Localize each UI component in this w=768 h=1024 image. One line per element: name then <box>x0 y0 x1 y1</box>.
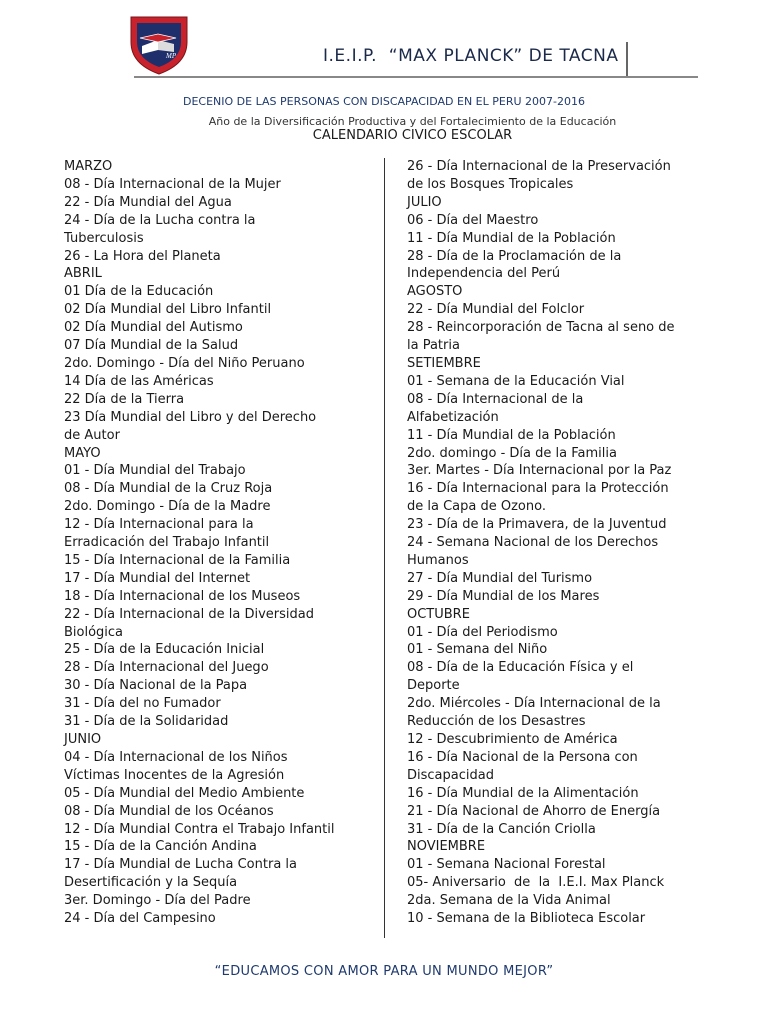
calendar-line: 15 - Día Internacional de la Familia <box>64 552 291 568</box>
calendar-line: 25 - Día de la Educación Inicial <box>64 642 265 658</box>
calendar-line: 01 - Semana del Niño <box>407 642 548 658</box>
title-horizontal-rule <box>134 76 698 78</box>
calendar-line: 16 - Día Nacional de la Persona con <box>407 749 638 765</box>
calendar-line: 08 - Día Internacional de la Mujer <box>64 176 281 192</box>
calendar-line: 22 - Día Mundial del Folclor <box>407 302 585 318</box>
calendar-line: de Autor <box>64 427 120 443</box>
calendar-column-right <box>407 158 707 928</box>
calendar-line: SETIEMBRE <box>407 355 481 371</box>
calendar-line: 10 - Semana de la Biblioteca Escolar <box>407 911 646 927</box>
calendar-line: de los Bosques Tropicales <box>407 176 574 192</box>
calendar-line: MARZO <box>64 159 113 174</box>
calendar-line: 31 - Día de la Canción Criolla <box>407 821 596 837</box>
calendar-line: 14 Día de las Américas <box>64 373 214 389</box>
calendar-line: 24 - Semana Nacional de los Derechos <box>407 535 659 551</box>
calendar-line: 02 Día Mundial del Libro Infantil <box>64 302 272 318</box>
calendar-line: de la Capa de Ozono. <box>407 499 546 515</box>
calendar-line: OCTUBRE <box>407 606 470 622</box>
calendar-line: 08 - Día Mundial de los Océanos <box>64 803 274 819</box>
calendar-line: 28 - Día de la Proclamación de la <box>407 248 622 264</box>
calendar-line: NOVIEMBRE <box>407 839 486 855</box>
calendar-line: 12 - Día Mundial Contra el Trabajo Infantil <box>64 821 335 837</box>
calendar-line: 05 - Día Mundial del Medio Ambiente <box>64 785 305 801</box>
calendar-line: 12 - Descubrimiento de América <box>407 732 618 747</box>
calendar-line: 24 - Día de la Lucha contra la <box>64 212 256 228</box>
calendar-line: 08 - Día Internacional de la <box>407 391 584 407</box>
calendar-line: 11 - Día Mundial de la Población <box>407 427 616 443</box>
calendar-line: 17 - Día Mundial de Lucha Contra la <box>64 857 297 873</box>
school-title: I.E.I.P. “MAX PLANCK” DE TACNA <box>323 46 619 66</box>
calendar-line: 31 - Día de la Solidaridad <box>64 714 229 730</box>
calendar-line: 01 - Semana de la Educación Vial <box>407 373 625 389</box>
calendar-line: JUNIO <box>64 732 102 747</box>
calendar-line: 23 Día Mundial del Libro y del Derecho <box>64 409 317 425</box>
calendar-line: 21 - Día Nacional de Ahorro de Energía <box>407 803 661 819</box>
calendar-line: 22 - Día Mundial del Agua <box>64 194 232 210</box>
calendar-line: 29 - Día Mundial de los Mares <box>407 588 600 604</box>
school-motto: “EDUCAMOS CON AMOR PARA UN MUNDO MEJOR” <box>214 964 554 979</box>
calendar-line: 08 - Día de la Educación Física y el <box>407 660 634 676</box>
school-crest-logo <box>128 14 190 76</box>
calendar-line: 28 - Día Internacional del Juego <box>64 660 269 676</box>
column-divider <box>384 158 385 938</box>
calendar-line: ABRIL <box>64 266 102 282</box>
calendar-column-left <box>64 158 369 928</box>
calendar-line: 01 - Semana Nacional Forestal <box>407 857 606 873</box>
calendar-line: 2da. Semana de la Vida Animal <box>407 893 611 909</box>
calendar-line: 07 Día Mundial de la Salud <box>64 338 239 354</box>
calendar-line: 16 - Día Internacional para la Protección <box>407 481 669 497</box>
calendar-line: 2do. Domingo - Día de la Madre <box>64 499 271 515</box>
crest-initials: MP <box>166 52 177 60</box>
calendar-line: Erradicación del Trabajo Infantil <box>64 535 270 551</box>
calendar-line: 18 - Día Internacional de los Museos <box>64 588 301 604</box>
calendar-line: 23 - Día de la Primavera, de la Juventud <box>407 517 667 533</box>
calendar-line: 17 - Día Mundial del Internet <box>64 570 251 586</box>
calendar-line: 26 - Día Internacional de la Preservación <box>407 159 671 174</box>
calendar-line: Independencia del Perú <box>407 266 561 282</box>
calendar-line: la Patria <box>407 338 460 354</box>
calendar-line: Desertificación y la Sequía <box>64 875 238 891</box>
calendar-line: AGOSTO <box>407 284 463 300</box>
calendar-line: 12 - Día Internacional para la <box>64 517 254 533</box>
calendar-line: Humanos <box>407 552 469 568</box>
year-name-subtitle: Año de la Diversificación Productiva y del Fortalecimiento de la Educación <box>208 115 617 128</box>
calendar-line: 16 - Día Mundial de la Alimentación <box>407 785 639 801</box>
calendar-line: Tuberculosis <box>64 230 144 246</box>
calendar-line: 04 - Día Internacional de los Niños <box>64 749 288 765</box>
calendar-line: MAYO <box>64 445 101 461</box>
calendar-line: 08 - Día Mundial de la Cruz Roja <box>64 481 273 497</box>
calendar-line: Alfabetización <box>407 409 499 425</box>
calendar-line: Deporte <box>407 678 460 694</box>
calendar-line: 31 - Día del no Fumador <box>64 696 221 712</box>
calendar-line: 02 Día Mundial del Autismo <box>64 320 243 336</box>
calendar-title: CALENDARIO CIVICO ESCOLAR <box>312 128 513 143</box>
calendar-line: 2do. Domingo - Día del Niño Peruano <box>64 355 305 371</box>
calendar-line: 2do. domingo - Día de la Familia <box>407 445 617 461</box>
calendar-line: Reducción de los Desastres <box>407 714 586 730</box>
calendar-line: JULIO <box>407 194 442 210</box>
calendar-line: Víctimas Inocentes de la Agresión <box>64 767 285 783</box>
calendar-line: 27 - Día Mundial del Turismo <box>407 570 593 586</box>
calendar-line: 01 Día de la Educación <box>64 284 214 300</box>
calendar-line: 2do. Miércoles - Día Internacional de la <box>407 696 661 712</box>
calendar-line: 22 - Día Internacional de la Diversidad <box>64 606 314 622</box>
calendar-line: Biológica <box>64 624 124 640</box>
decenio-subtitle: DECENIO DE LAS PERSONAS CON DISCAPACIDAD EN EL PERU 2007-2016 <box>183 95 585 108</box>
calendar-line: 22 Día de la Tierra <box>64 391 185 407</box>
calendar-line: 3er. Martes - Día Internacional por la Paz <box>407 463 672 479</box>
calendar-line: 3er. Domingo - Día del Padre <box>64 893 251 909</box>
calendar-line: 06 - Día del Maestro <box>407 212 539 228</box>
title-vertical-rule <box>626 42 628 76</box>
calendar-line: 30 - Día Nacional de la Papa <box>64 678 248 694</box>
calendar-line: 15 - Día de la Canción Andina <box>64 839 257 855</box>
calendar-line: 05- Aniversario de la I.E.I. Max Planck <box>407 875 665 891</box>
calendar-line: 01 - Día Mundial del Trabajo <box>64 463 246 479</box>
calendar-line: 01 - Día del Periodismo <box>407 624 558 640</box>
calendar-line: 11 - Día Mundial de la Población <box>407 230 616 246</box>
calendar-line: Discapacidad <box>407 767 494 783</box>
calendar-line: 28 - Reincorporación de Tacna al seno de <box>407 320 675 336</box>
calendar-line: 24 - Día del Campesino <box>64 911 216 927</box>
calendar-line: 26 - La Hora del Planeta <box>64 248 221 264</box>
